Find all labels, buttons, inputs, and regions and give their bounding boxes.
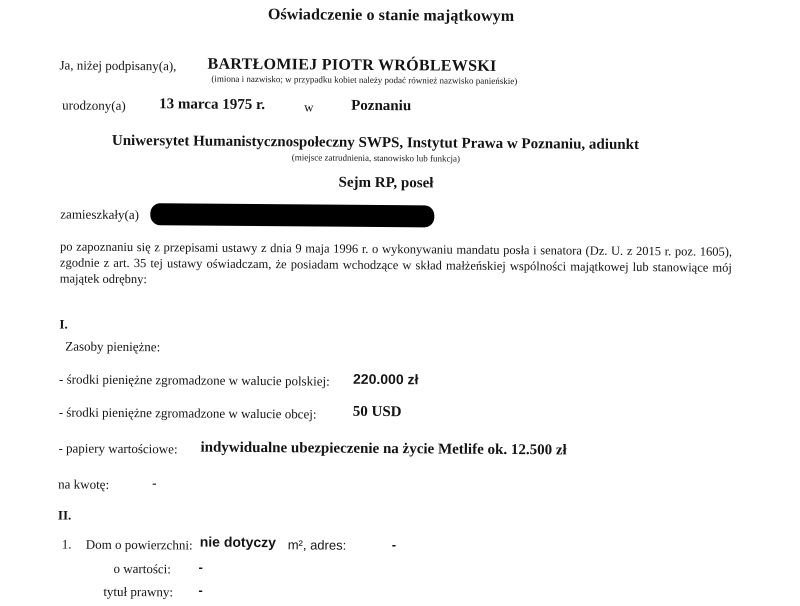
amount-label: na kwotę: — [58, 476, 110, 492]
house-label: Dom o powierzchni: — [85, 536, 193, 553]
securities-label: - papiery wartościowe: — [58, 440, 178, 457]
amount-value: - — [152, 475, 157, 491]
section-1-number: I. — [59, 316, 68, 332]
signer-name: BARTŁOMIEJ PIOTR WRÓBLEWSKI — [207, 55, 497, 75]
residence-label: zamieszkały(a) — [60, 206, 140, 223]
foreign-label: - środki pieniężne zgromadzone w walucie obcej: — [58, 404, 317, 422]
value-label: o wartości: — [113, 560, 172, 577]
pln-label: - środki pieniężne zgromadzone w walucie polskiej: — [58, 371, 330, 389]
value-value: - — [198, 559, 203, 575]
document-title: Oświadczenie o stanie majątkowym — [267, 6, 515, 26]
born-place: Poznaniu — [351, 97, 412, 115]
pln-value: 220.000 zł — [352, 370, 419, 388]
address-value: - — [391, 537, 397, 553]
item-number: 1. — [61, 536, 72, 552]
redaction-bar — [150, 203, 434, 227]
born-in-label: w — [304, 99, 314, 115]
title-value: - — [198, 582, 203, 598]
signer-label: Ja, niżej podpisany(a), — [59, 57, 177, 74]
securities-value: indywidualne ubezpieczenie na życie Metlife ok. 12.500 zł — [200, 439, 567, 459]
declaration-text: po zapoznaniu się z przepisami ustawy z dnia 9 maja 1996 r. o wykonywaniu mandatu posła i senatora (Dz. U. z 2015 r. poz. 1605), zgodnie z art. 35 tej ustawy oświadczam, że posiadam wchodzące w skład małżeńskiej wspólności majątkowej lub stanowiące mój majątek odrębny: — [59, 239, 733, 287]
signer-hint: (imiona i nazwisko; w przypadku kobiet należy podać również nazwisko panieńskie) — [211, 73, 518, 87]
section-1-heading: Zasoby pieniężne: — [65, 338, 161, 355]
born-label: urodzony(a) — [62, 97, 126, 113]
title-label: tytuł prawny: — [103, 583, 174, 600]
foreign-value: 50 USD — [352, 403, 402, 421]
employer: Uniwersytet Humanistycznospołeczny SWPS, Instytut Prawa w Poznaniu, adiunkt — [111, 132, 640, 154]
section-2-number: II. — [57, 507, 72, 523]
house-value: nie dotyczy — [199, 533, 277, 551]
born-date: 13 marca 1975 r. — [159, 96, 266, 114]
function: Sejm RP, poseł — [338, 174, 434, 192]
house-unit-address: m², adres: — [287, 537, 347, 553]
employer-hint: (miejsce zatrudnienia, stanowisko lub funkcja) — [291, 152, 461, 164]
